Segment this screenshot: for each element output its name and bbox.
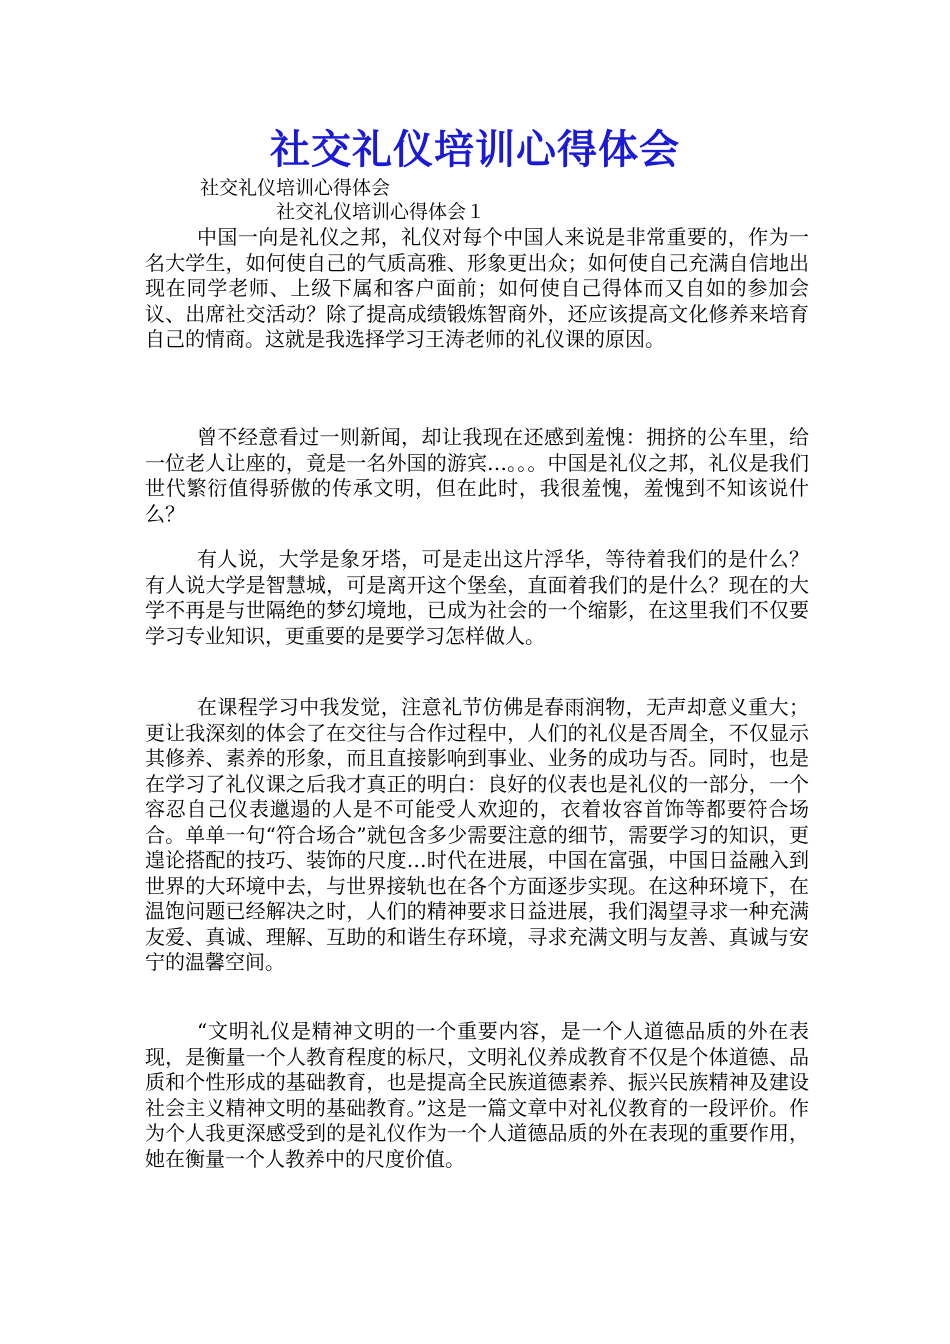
paragraph-3: 有人说，大学是象牙塔，可是走出这片浮华，等待着我们的是什么？有人说大学是智慧城，可是离开这个堡垒，直面着我们的是什么？现在的大学不再是与世隔绝的梦幻境地，已成为社会的一个缩影，在这里我们不仅要学习专业知识，更重要的是要学习怎样做人。 [145,547,809,648]
paragraph-2: 曾不经意看过一则新闻，却让我现在还感到羞愧：拥挤的公车里，给一位老人让座的，竟是一名外国的游宾…。。。中国是礼仪之邦，礼仪是我们世代繁衍值得骄傲的传承文明，但在此时，我很羞愧，羞愧到不知该说什么？ [145,425,809,526]
section-heading: 社交礼仪培训心得体会１ [276,201,486,223]
document-title: 社交礼仪培训心得体会 [270,127,680,173]
document-subtitle: 社交礼仪培训心得体会 [200,177,391,199]
paragraph-1: 中国一向是礼仪之邦，礼仪对每个中国人来说是非常重要的，作为一名大学生，如何使自己的气质高雅、形象更出众；如何使自己充满自信地出现在同学老师、上级下属和客户面前；如何使自己得体而又自如的参加会议、出席社交活动？除了提高成绩锻炼智商外，还应该提高文化修养来培育自己的情商。这就是我选择学习王涛老师的礼仪课的原因。 [145,225,809,351]
paragraph-5: “文明礼仪是精神文明的一个重要内容，是一个人道德品质的外在表现，是衡量一个人教育程度的标尺，文明礼仪养成教育不仅是个体道德、品质和个性形成的基础教育，也是提高全民族道德素养、振兴民族精神及建设社会主义精神文明的基础教育。”这是一篇文章中对礼仪教育的一段评价。作为个人我更深感受到的是礼仪作为一个人道德品质的外在表现的重要作用，她在衡量一个人教养中的尺度价值。 [145,1019,809,1171]
paragraph-4: 在课程学习中我发觉，注意礼节仿佛是春雨润物，无声却意义重大；更让我深刻的体会了在交往与合作过程中，人们的礼仪是否周全，不仅显示其修养、素养的形象，而且直接影响到事业、业务的成功与否。同时，也是在学习了礼仪课之后我才真正的明白：良好的仪表也是礼仪的一部分，一个容忍自己仪表邋遢的人是不可能受人欢迎的，衣着妆容首饰等都要符合场合。单单一句“符合场合”就包含多少需要注意的细节，需要学习的知识，更遑论搭配的技巧、装饰的尺度…时代在进展，中国在富强，中国日益融入到世界的大环境中去，与世界接轨也在各个方面逐步实现。在这种环境下，在温饱问题已经解决之时，人们的精神要求日益进展，我们渴望寻求一种充满友爱、真诚、理解、互助的和谐生存环境，寻求充满文明与友善、真诚与安宁的温馨空间。 [145,695,809,974]
